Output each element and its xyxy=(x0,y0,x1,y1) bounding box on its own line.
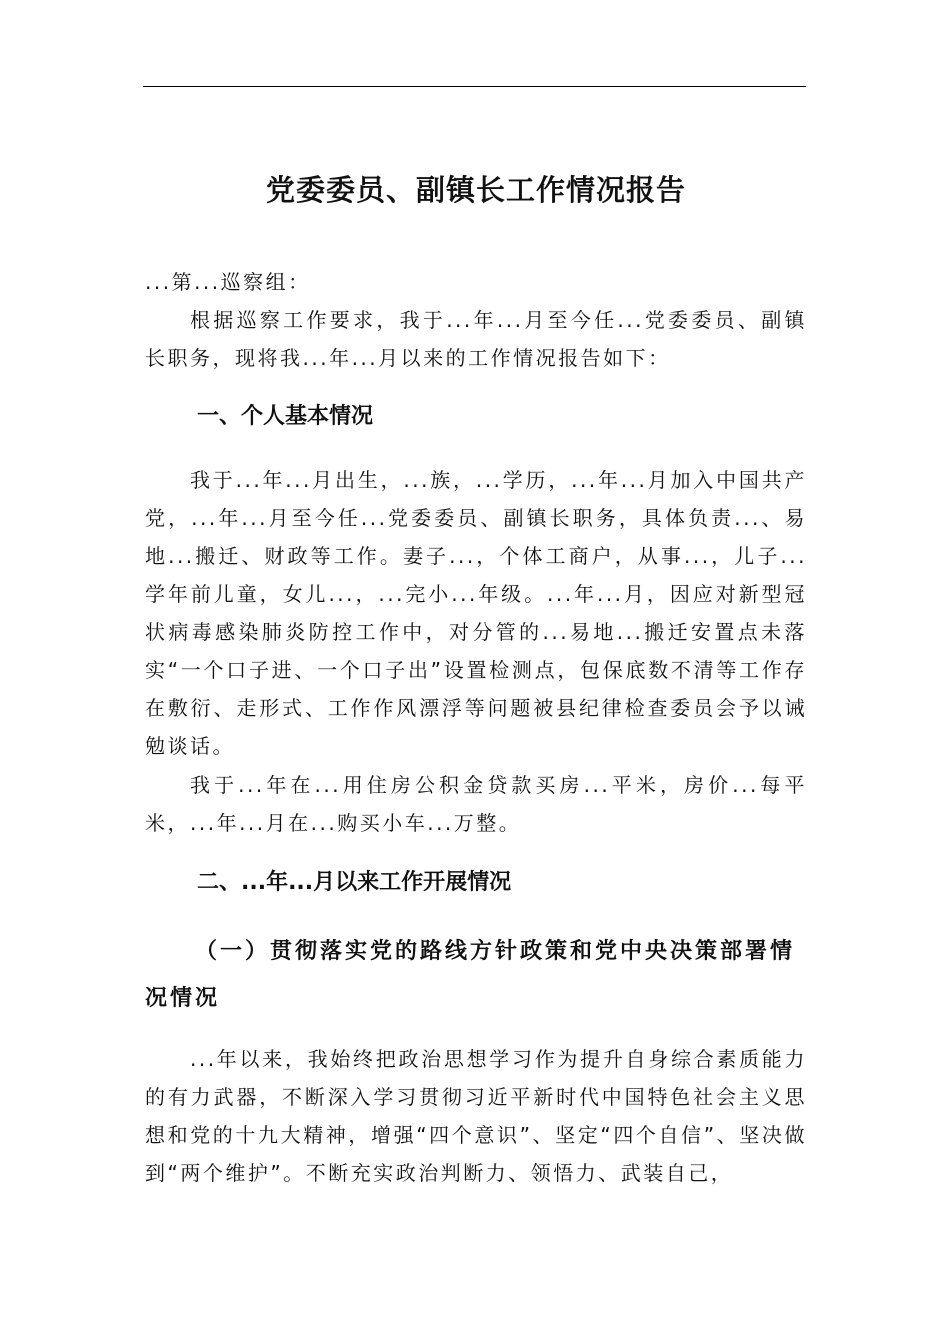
personal-info-paragraph: 我于...年...月出生，...族，...学历，...年...月加入中国共产党，...年...月至今任...党委委员、副镇长职务，具体负责...、易地...搬迁、财政等工作。妻子...，个体工商户，从事...，儿子...学年前儿童，女儿...，...完小...年级。...年...月，因应对新型冠状病毒感染肺炎防控工作中，对分管的...易地...搬迁安置点未落实“一个口子进、一个口子出”设置检测点，包保底数不清等工作存在敷衍、走形式、工作作风漂浮等问题被县纪律检查委员会予以诫勉谈话。 xyxy=(145,468,807,758)
section-heading-work: 二、...年...月以来工作开展情况 xyxy=(197,870,512,895)
header-rule xyxy=(143,86,806,87)
housing-paragraph: 我于...年在...用住房公积金贷款买房...平米，房价...每平米，...年...月在...购买小车...万整。 xyxy=(145,773,807,835)
subsection-heading-policy: （一）贯彻落实党的路线方针政策和党中央决策部署情况情况 xyxy=(145,938,796,1011)
salutation: ...第...巡察组： xyxy=(145,270,311,294)
document-title: 党委委员、副镇长工作情况报告 xyxy=(265,173,686,207)
policy-paragraph: ...年以来，我始终把政治思想学习作为提升自身综合素质能力的有力武器，不断深入学习贯彻习近平新时代中国特色社会主义思想和党的十九大精神，增强“四个意识”、坚定“四个自信”、坚决做到“两个维护”。不断充实政治判断力、领悟力、武装自己， xyxy=(145,1047,807,1185)
intro-paragraph: 根据巡察工作要求，我于...年...月至今任...党委委员、副镇长职务，现将我...年...月以来的工作情况报告如下： xyxy=(145,308,807,370)
section-heading-personal-info: 一、个人基本情况 xyxy=(197,404,374,429)
